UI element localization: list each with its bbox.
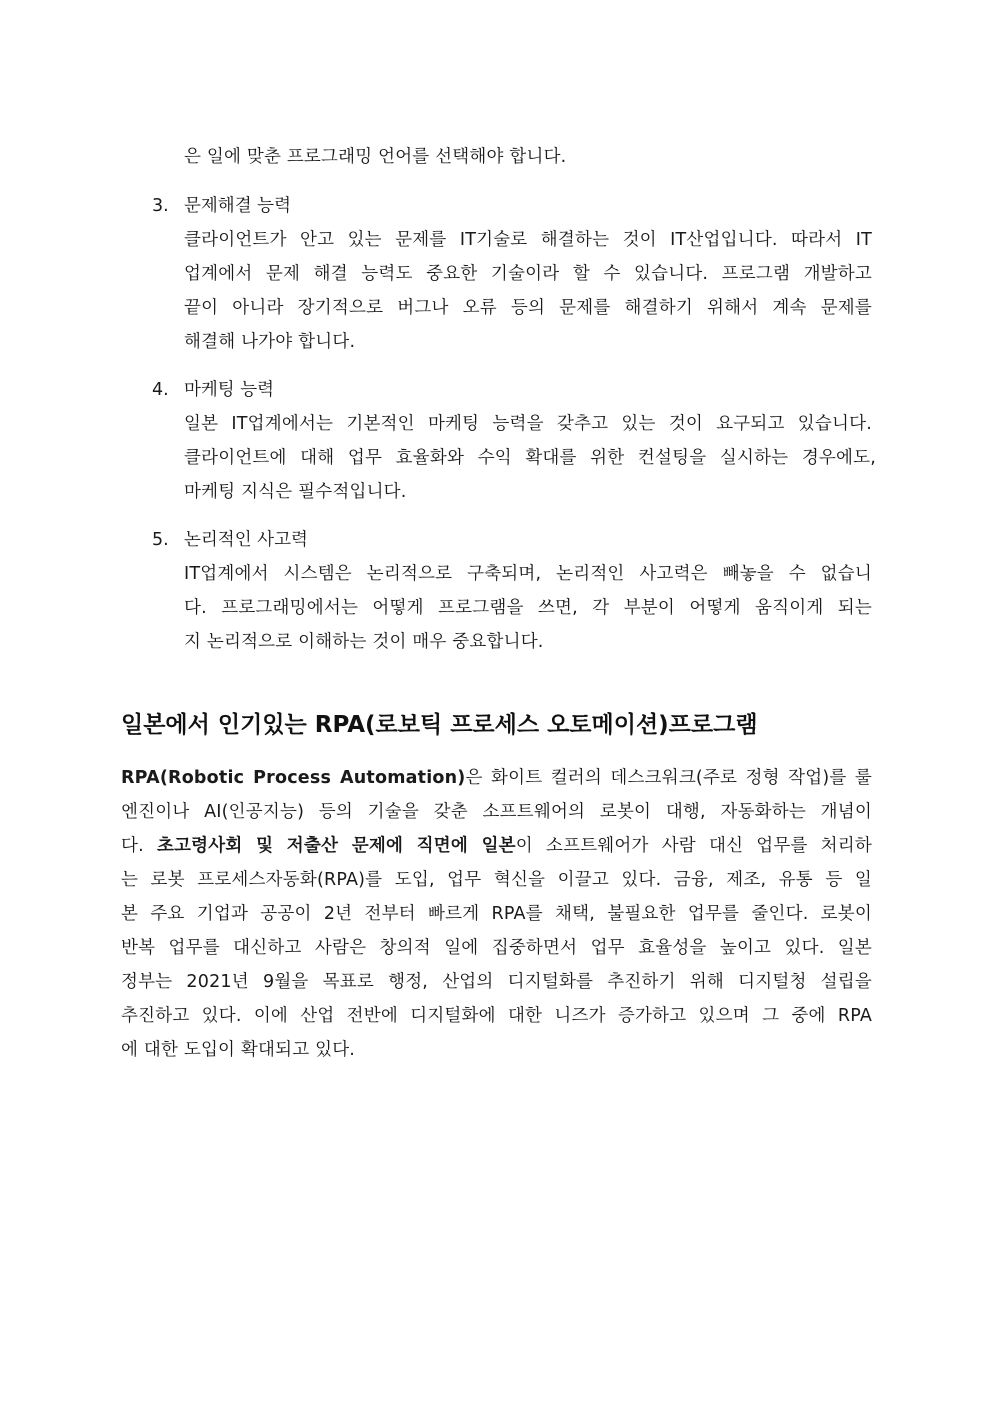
paragraph-line xyxy=(121,761,872,795)
paragraph-line: 엔진이나 AI(인공지능) 등의 기술을 갖춘 소프트웨어의 로봇이 대행, 자동화하는 개념이 xyxy=(121,802,872,822)
list-item-text-line: 끝이 아니라 장기적으로 버그나 오류 등의 문제를 해결하기 위해서 계속 문제를 xyxy=(184,298,872,318)
list-item-text-line: 지 논리적으로 이해하는 것이 매우 중요합니다. xyxy=(184,632,544,652)
paragraph-line: 에 대한 도입이 확대되고 있다. xyxy=(121,1040,356,1060)
list-item-number: 5. xyxy=(152,530,169,550)
list-item-number: 3. xyxy=(152,196,169,216)
paragraph-text: 다. xyxy=(121,836,157,856)
paragraph-line: 본 주요 기업과 공공이 2년 전부터 빠르게 RPA를 채택, 불필요한 업무를 줄인다. 로봇이 xyxy=(121,904,872,924)
paragraph-line xyxy=(121,829,872,863)
list-item-text-line: 클라이언트가 안고 있는 문제를 IT기술로 해결하는 것이 IT산업입니다. 따라서 IT xyxy=(184,230,872,250)
list-item-text-line: 업계에서 문제 해결 능력도 중요한 기술이라 할 수 있습니다. 프로그램 개발하고 xyxy=(184,264,872,284)
list-item-text-line: 다. 프로그래밍에서는 어떻게 프로그램을 쓰면, 각 부분이 어떻게 움직이게 되는 xyxy=(184,598,872,618)
paragraph-text: 은 화이트 컬러의 데스크워크(주로 정형 작업)를 룰 xyxy=(465,768,872,788)
section-heading: 일본에서 인기있는 RPA(로보틱 프로세스 오토메이션)프로그램 xyxy=(121,712,758,738)
list-item-title: 마케팅 능력 xyxy=(184,380,275,400)
paragraph-line: 추진하고 있다. 이에 산업 전반에 디지털화에 대한 니즈가 증가하고 있으며 그 중에 RPA xyxy=(121,1006,872,1026)
list-item-title: 논리적인 사고력 xyxy=(184,530,308,550)
list-item-number: 4. xyxy=(152,380,169,400)
list-item-text-line: 클라이언트에 대해 업무 효율화와 수익 확대를 위한 컨설팅을 실시하는 경우에도, xyxy=(184,448,876,468)
paragraph-line: 정부는 2021년 9월을 목표로 행정, 산업의 디지털화를 추진하기 위해 디지털청 설립을 xyxy=(121,972,872,992)
rpa-term: RPA(Robotic Process Automation) xyxy=(121,768,466,788)
list-item-title: 문제해결 능력 xyxy=(184,196,291,216)
paragraph-text: 이 소프트웨어가 사람 대신 업무를 처리하 xyxy=(515,836,872,856)
emphasis-text: 초고령사회 및 저출산 문제에 직면에 일본 xyxy=(156,836,516,856)
paragraph-line: 반복 업무를 대신하고 사람은 창의적 일에 집중하면서 업무 효율성을 높이고 있다. 일본 xyxy=(121,938,872,958)
list-item-text-line: 마케팅 지식은 필수적입니다. xyxy=(184,482,407,502)
paragraph-line: 는 로봇 프로세스자동화(RPA)를 도입, 업무 혁신을 이끌고 있다. 금융, 제조, 유통 등 일 xyxy=(121,870,872,890)
list-item-text-line: 해결해 나가야 합니다. xyxy=(184,332,356,352)
list-item-text-line: 일본 IT업계에서는 기본적인 마케팅 능력을 갖추고 있는 것이 요구되고 있습니다. xyxy=(184,414,872,434)
continued-text-line: 은 일에 맞춘 프로그래밍 언어를 선택해야 합니다. xyxy=(184,147,567,167)
list-item-text-line: IT업계에서 시스템은 논리적으로 구축되며, 논리적인 사고력은 빼놓을 수 없습니 xyxy=(184,564,872,584)
